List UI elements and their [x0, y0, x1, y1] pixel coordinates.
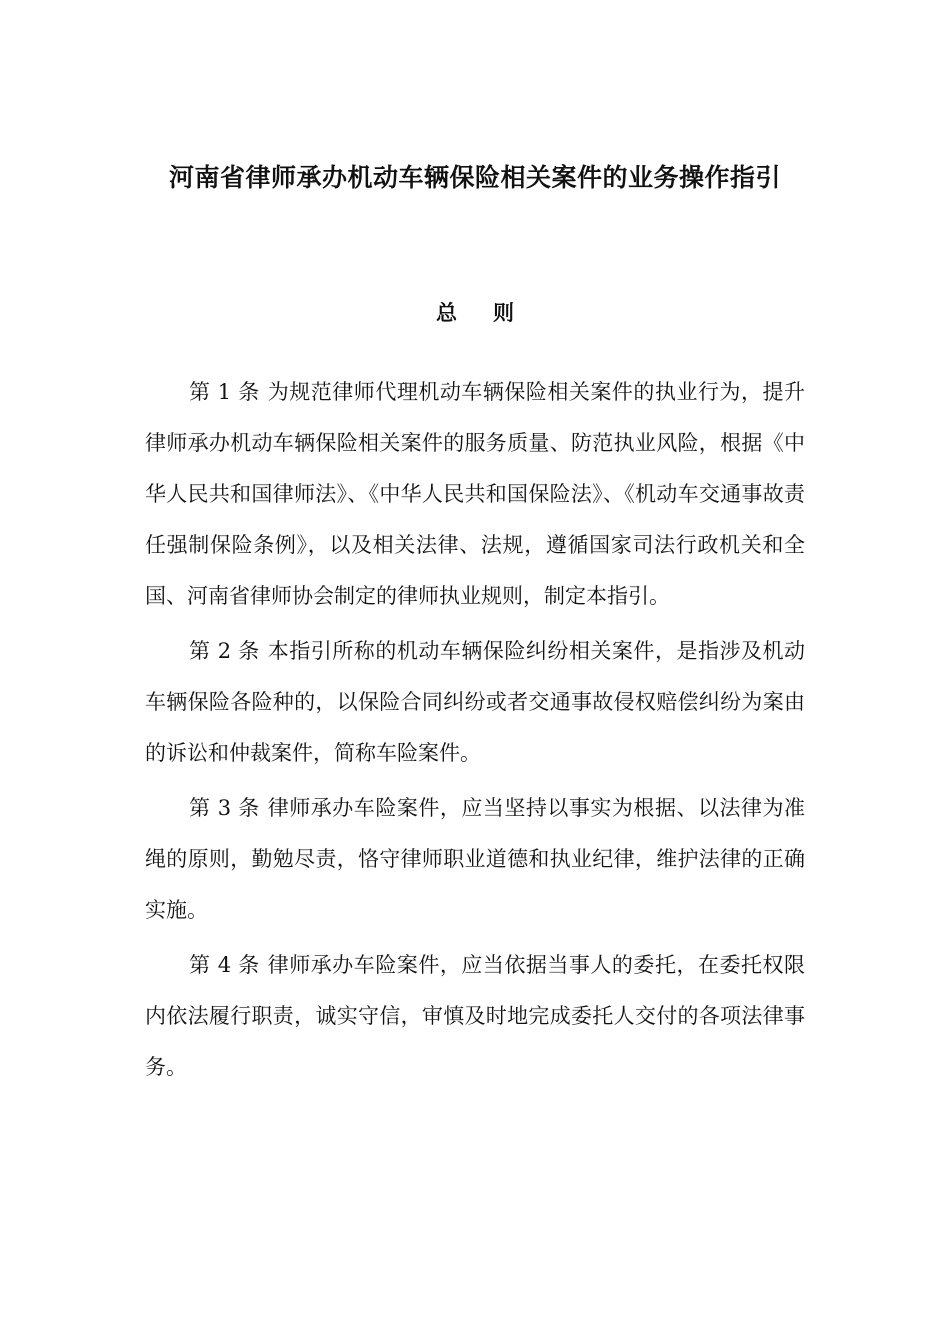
article-text: 为规范律师代理机动车辆保险相关案件的执业行为，提升律师承办机动车辆保险相关案件的服务质量、防范执业风险，根据《中华人民共和国律师法》、《中华人民共和国保险法》、《机动车交通事故责任强制保险条例》，以及相关法律、法规，遵循国家司法行政机关和全国、河南省律师协会制定的律师执业规则，制定本指引。: [145, 380, 806, 608]
article-text: 律师承办车险案件，应当依据当事人的委托，在委托权限内依法履行职责，诚实守信，审慎及时地完成委托人交付的各项法律事务。: [145, 953, 806, 1079]
document-body: [145, 367, 805, 1097]
section-heading-char-2: 则: [493, 300, 514, 325]
section-heading-char-1: 总: [436, 300, 457, 325]
article-text: 律师承办车险案件，应当坚持以事实为根据、以法律为准绳的原则，勤勉尽责，恪守律师职业道德和执业纪律，维护法律的正确实施。: [145, 796, 806, 922]
article-4: [145, 940, 805, 1093]
article-number: 第 2 条: [189, 639, 260, 663]
article-number: 第 4 条: [189, 953, 260, 977]
document-title: 河南省律师承办机动车辆保险相关案件的业务操作指引: [168, 163, 781, 192]
article-1: [145, 367, 805, 622]
article-text: 本指引所称的机动车辆保险纠纷相关案件，是指涉及机动车辆保险各险种的，以保险合同纠纷或者交通事故侵权赔偿纠纷为案由的诉讼和仲裁案件，简称车险案件。: [145, 639, 806, 765]
article-number: 第 3 条: [189, 796, 260, 820]
article-2: [145, 626, 805, 779]
article-number: 第 1 条: [189, 380, 260, 404]
article-3: [145, 783, 805, 936]
section-heading: [0, 296, 950, 330]
